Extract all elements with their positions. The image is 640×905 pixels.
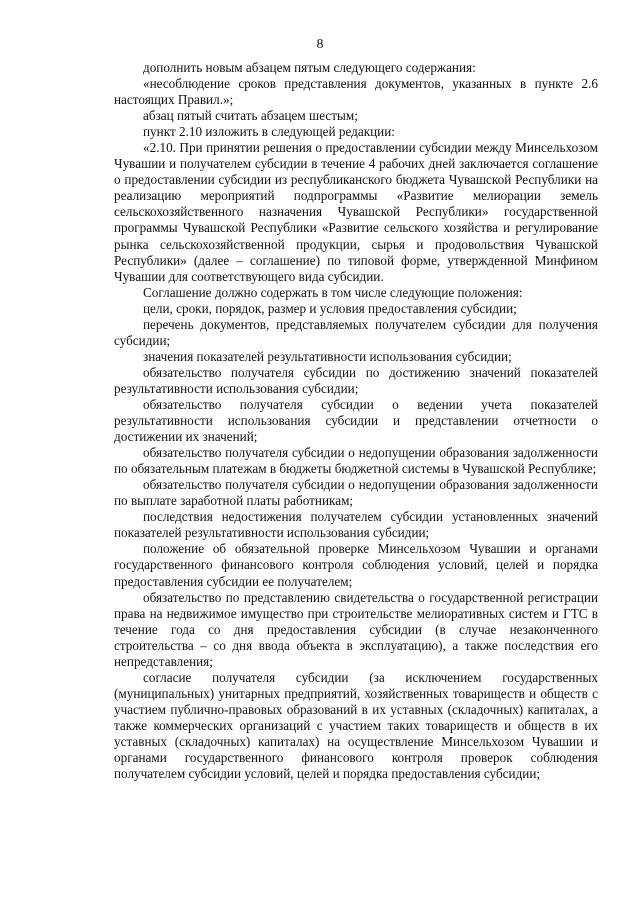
paragraph: обязательство получателя субсидии о недопущении образования задолженности по обязательным платежам в бюджеты бюджетной системы в Чувашской Республике; (114, 445, 598, 477)
paragraph: абзац пятый считать абзацем шестым; (143, 108, 358, 124)
paragraph: цели, сроки, порядок, размер и условия предоставления субсидии; (143, 300, 517, 316)
document-body (114, 60, 598, 782)
paragraph: значения показателей результативности использования субсидии; (143, 348, 512, 364)
paragraph: обязательство по представлению свидетельства о государственной регистрации права на недвижимое имущество при строительстве мелиоративных систем и ГТС в течение года со дня предоставления субсидии (в случае незаконченного строительства – со дня ввода объекта в эксплуатацию), а также последствия его непредставления; (114, 589, 598, 669)
paragraph: согласие получателя субсидии (за исключением государственных (муниципальных) унитарных предприятий, хозяйственных товариществ и обществ с участием публично-правовых образований в их уставных (складочных) капиталах, а также коммерческих организаций с участием таких товариществ и обществ в их уставных (складочных) капиталах) на осуществление Минсельхозом Чувашии и органами государственного финансового контроля проверок соблюдения получателем субсидии условий, целей и порядка предоставления субсидии; (114, 669, 598, 782)
paragraph: обязательство получателя субсидии по достижению значений показателей результативности использования субсидии; (114, 364, 598, 396)
paragraph: «несоблюдение сроков представления документов, указанных в пункте 2.6 настоящих Правил.»; (114, 76, 598, 108)
paragraph: последствия недостижения получателем субсидии установленных значений показателей результативности использования субсидии; (114, 509, 598, 541)
paragraph: «2.10. При принятии решения о предоставлении субсидии между Минсельхозом Чувашии и получателем субсидии в течение 4 рабочих дней заключается соглашение о предоставлении субсидии из республиканского бюджета Чувашской Республики на реализацию мероприятий подпрограммы «Развитие мелиорации земель сельскохозяйственного назначения Чувашской Республики» государственной программы Чувашской Республики «Развитие сельского хозяйства и регулирование рынка сельскохозяйственной продукции, сырья и продовольствия Чувашской Республики» (далее – соглашение) по типовой форме, утвержденной Минфином Чувашии для соответствующего вида субсидии. (114, 140, 598, 284)
paragraph: обязательство получателя субсидии о ведении учета показателей результативности использования субсидии и представлении отчетности о достижении их значений; (114, 396, 598, 445)
paragraph: пункт 2.10 изложить в следующей редакции: (143, 124, 395, 140)
paragraph: Соглашение должно содержать в том числе следующие положения: (143, 284, 523, 300)
paragraph: обязательство получателя субсидии о недопущении образования задолженности по выплате заработной платы работникам; (114, 477, 598, 509)
page-number: 8 (316, 36, 324, 51)
paragraph: положение об обязательной проверке Минсельхозом Чувашии и органами государственного финансового контроля соблюдения условий, целей и порядка предоставления субсидии ее получателем; (114, 541, 598, 589)
paragraph: дополнить новым абзацем пятым следующего содержания: (143, 60, 476, 75)
paragraph: перечень документов, представляемых получателем субсидии для получения субсидии; (114, 316, 598, 348)
